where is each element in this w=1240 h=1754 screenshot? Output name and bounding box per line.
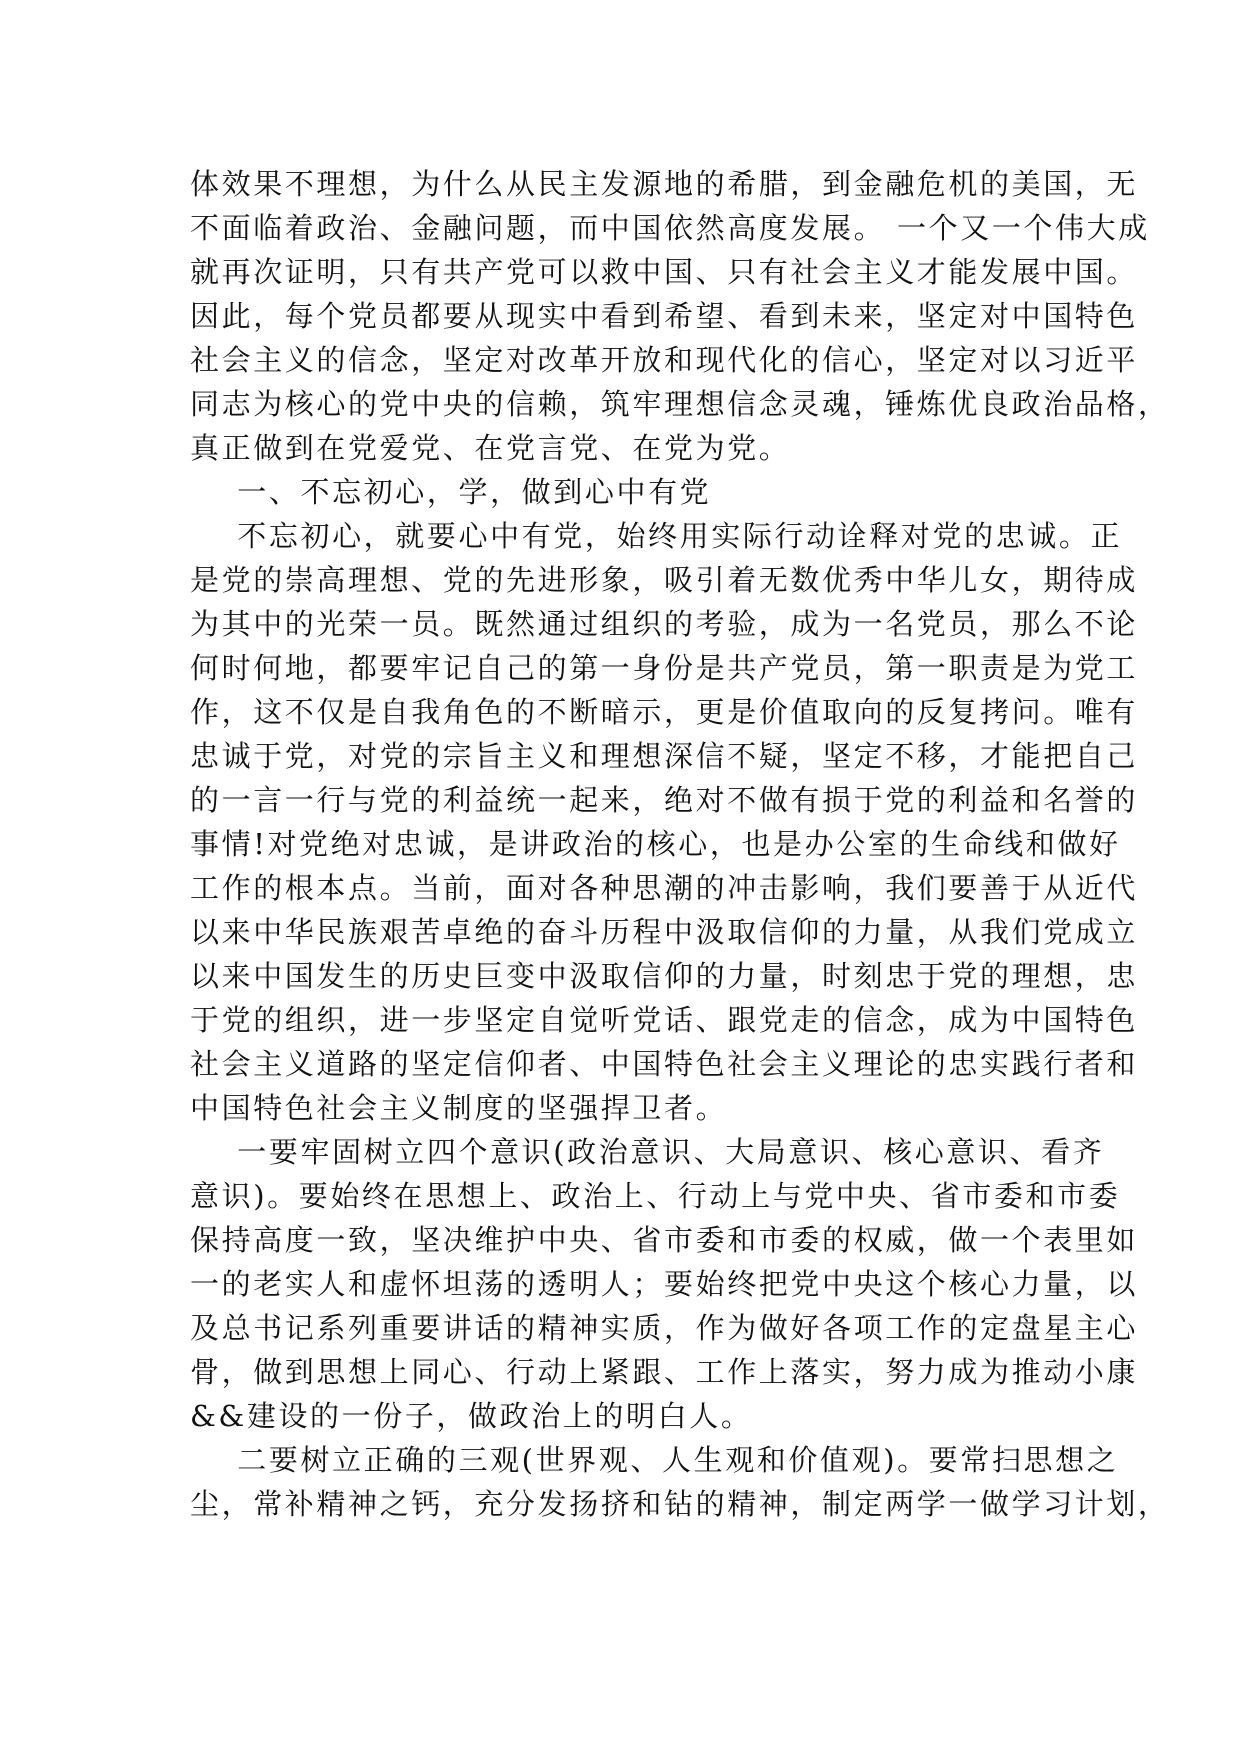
text-line: 何时何地，都要牢记自己的第一身份是共产党员，第一职责是为党工 — [190, 651, 1139, 685]
text-line: 保持高度一致，坚决维护中央、省市委和市委的权威，做一个表里如 — [190, 1223, 1139, 1257]
text-line: 及总书记系列重要讲话的精神实质，作为做好各项工作的定盘星主心 — [190, 1311, 1139, 1345]
text-line: 不忘初心，就要心中有党，始终用实际行动诠释对党的忠诚。正 — [190, 519, 1123, 553]
text-line: 以来中国发生的历史巨变中汲取信仰的力量，时刻忠于党的理想，忠 — [190, 959, 1139, 993]
text-line: 二要树立正确的三观(世界观、人生观和价值观)。要常扫思想之 — [190, 1443, 1119, 1477]
text-line: 一要牢固树立四个意识(政治意识、大局意识、核心意识、看齐 — [190, 1135, 1105, 1169]
text-line: 工作的根本点。当前，面对各种思潮的冲击影响，我们要善于从近代 — [190, 871, 1139, 905]
text-line: 同志为核心的党中央的信赖，筑牢理想信念灵魂，锤炼优良政治品格， — [190, 387, 1170, 421]
text-line: 于党的组织，进一步坚定自觉听党话、跟党走的信念，成为中国特色 — [190, 1003, 1139, 1037]
text-line: 不面临着政治、金融问题，而中国依然高度发展。 一个又一个伟大成 — [190, 211, 1150, 245]
text-line: 尘，常补精神之钙，充分发扬挤和钻的精神，制定两学一做学习计划， — [190, 1487, 1170, 1521]
text-line: 事情!对党绝对忠诚，是讲政治的核心，也是办公室的生命线和做好 — [190, 827, 1121, 861]
text-line: 意识)。要始终在思想上、政治上、行动上与党中央、省市委和市委 — [190, 1179, 1121, 1213]
text-line: 中国特色社会主义制度的坚强捍卫者。 — [190, 1091, 728, 1125]
text-line: 为其中的光荣一员。既然通过组织的考验，成为一名党员，那么不论 — [190, 607, 1139, 641]
document-body — [190, 162, 1170, 1526]
text-line: 就再次证明，只有共产党可以救中国、只有社会主义才能发展中国。 — [190, 255, 1139, 289]
section-heading: 一、不忘初心，学，做到心中有党 — [190, 475, 712, 509]
text-line: 作，这不仅是自我角色的不断暗示，更是价值取向的反复拷问。唯有 — [190, 695, 1139, 729]
text-line: 一的老实人和虚怀坦荡的透明人；要始终把党中央这个核心力量，以 — [190, 1267, 1139, 1301]
text-line: 以来中华民族艰苦卓绝的奋斗历程中汲取信仰的力量，从我们党成立 — [190, 915, 1139, 949]
text-line: 真正做到在党爱党、在党言党、在党为党。 — [190, 431, 791, 465]
text-line: 忠诚于党，对党的宗旨主义和理想深信不疑，坚定不移，才能把自己 — [190, 739, 1139, 773]
text-line: 体效果不理想，为什么从民主发源地的希腊，到金融危机的美国，无 — [190, 167, 1139, 201]
text-line: 骨，做到思想上同心、行动上紧跟、工作上落实，努力成为推动小康 — [190, 1355, 1139, 1389]
text-line: &&建设的一份子，做政治上的明白人。 — [190, 1399, 753, 1433]
text-line: 的一言一行与党的利益统一起来，绝对不做有损于党的利益和名誉的 — [190, 783, 1139, 817]
text-line: 是党的崇高理想、党的先进形象，吸引着无数优秀中华儿女，期待成 — [190, 563, 1139, 597]
text-line: 因此，每个党员都要从现实中看到希望、看到未来，坚定对中国特色 — [190, 299, 1139, 333]
text-line: 社会主义道路的坚定信仰者、中国特色社会主义理论的忠实践行者和 — [190, 1047, 1139, 1081]
text-line: 社会主义的信念，坚定对改革开放和现代化的信心，坚定对以习近平 — [190, 343, 1139, 377]
